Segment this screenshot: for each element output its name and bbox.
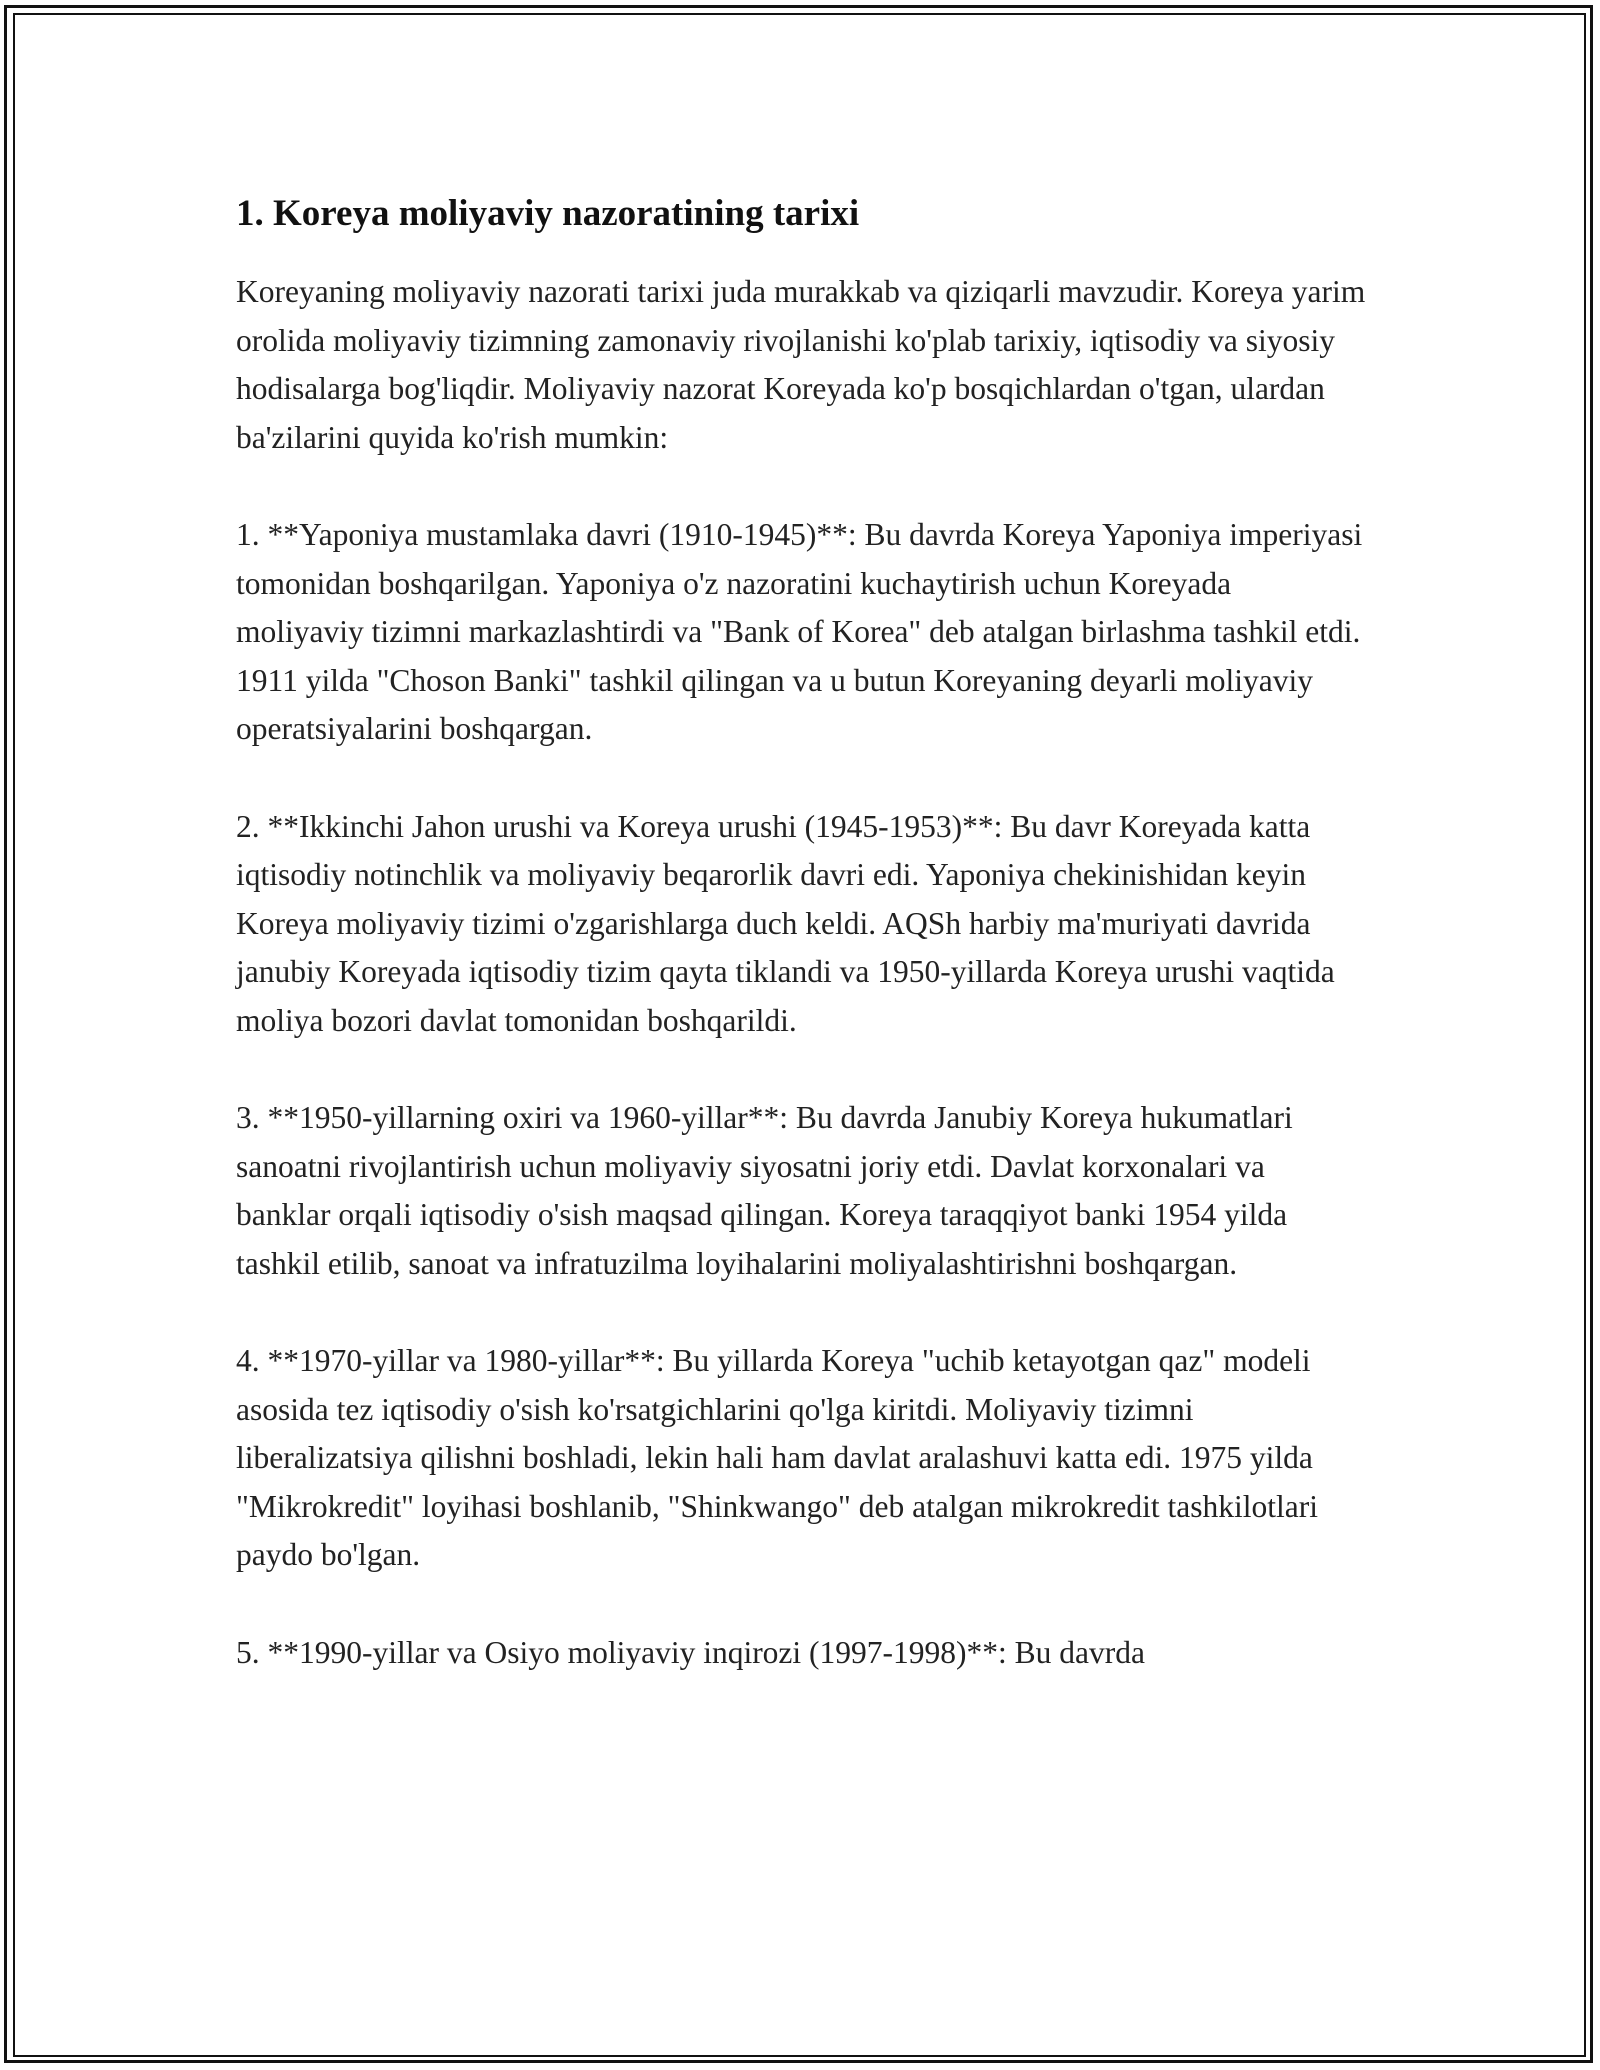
document-body: [236, 188, 1366, 1726]
list-item-2: 2. **Ikkinchi Jahon urushi va Koreya urushi (1945-1953)**: Bu davr Koreyada katta iqtisodiy notinchlik va moliyaviy beqarorlik davri edi. Yaponiya chekinishidan keyin Koreya moliyaviy tizimi o'zgarishlarga duch keldi. AQSh harbiy ma'muriyati davrida janubiy Koreyada iqtisodiy tizim qayta tiklandi va 1950-yillarda Koreya urushi vaqtida moliya bozori davlat tomonidan boshqarildi.: [236, 808, 1335, 1038]
list-item-4: 4. **1970-yillar va 1980-yillar**: Bu yillarda Koreya "uchib ketayotgan qaz" modeli asosida tez iqtisodiy o'sish ko'rsatgichlarini qo'lga kiritdi. Moliyaviy tizimni liberalizatsiya qilishni boshladi, lekin hali ham davlat aralashuvi katta edi. 1975 yilda "Mikrokredit" loyihasi boshlanib, "Shinkwango" deb atalgan mikrokredit tashkilotlari paydo bo'lgan.: [236, 1343, 1319, 1573]
intro-paragraph: Koreyaning moliyaviy nazorati tarixi juda murakkab va qiziqarli mavzudir. Koreya yarim orolida moliyaviy tizimning zamonaviy rivojlanishi ko'plab tarixiy, iqtisodiy va siyosiy hodisalarga bog'liqdir. Moliyaviy nazorat Koreyada ko'p bosqichlardan o'tgan, ulardan ba'zilarini quyida ko'rish mumkin:: [236, 274, 1366, 455]
list-item-5: 5. **1990-yillar va Osiyo moliyaviy inqirozi (1997-1998)**: Bu davrda: [236, 1634, 1145, 1670]
list-item-3: 3. **1950-yillarning oxiri va 1960-yillar**: Bu davrda Janubiy Koreya hukumatlari sanoatni rivojlantirish uchun moliyaviy siyosatni joriy etdi. Davlat korxonalari va banklar orqali iqtisodiy o'sish maqsad qilingan. Koreya taraqqiyot banki 1954 yilda tashkil etilib, sanoat va infratuzilma loyihalarini moliyalashtirishni boshqargan.: [236, 1100, 1293, 1281]
document-title: 1. Koreya moliyaviy nazoratining tarixi: [236, 193, 860, 234]
list-item-1: 1. **Yaponiya mustamlaka davri (1910-1945)**: Bu davrda Koreya Yaponiya imperiyasi tomonidan boshqarilgan. Yaponiya o'z nazoratini kuchaytirish uchun Koreyada moliyaviy tizimni markazlashtirdi va "Bank of Korea" deb atalgan birlashma tashkil etdi. 1911 yilda "Choson Banki" tashkil qilingan va u butun Koreyaning deyarli moliyaviy operatsiyalarini boshqargan.: [236, 516, 1363, 747]
